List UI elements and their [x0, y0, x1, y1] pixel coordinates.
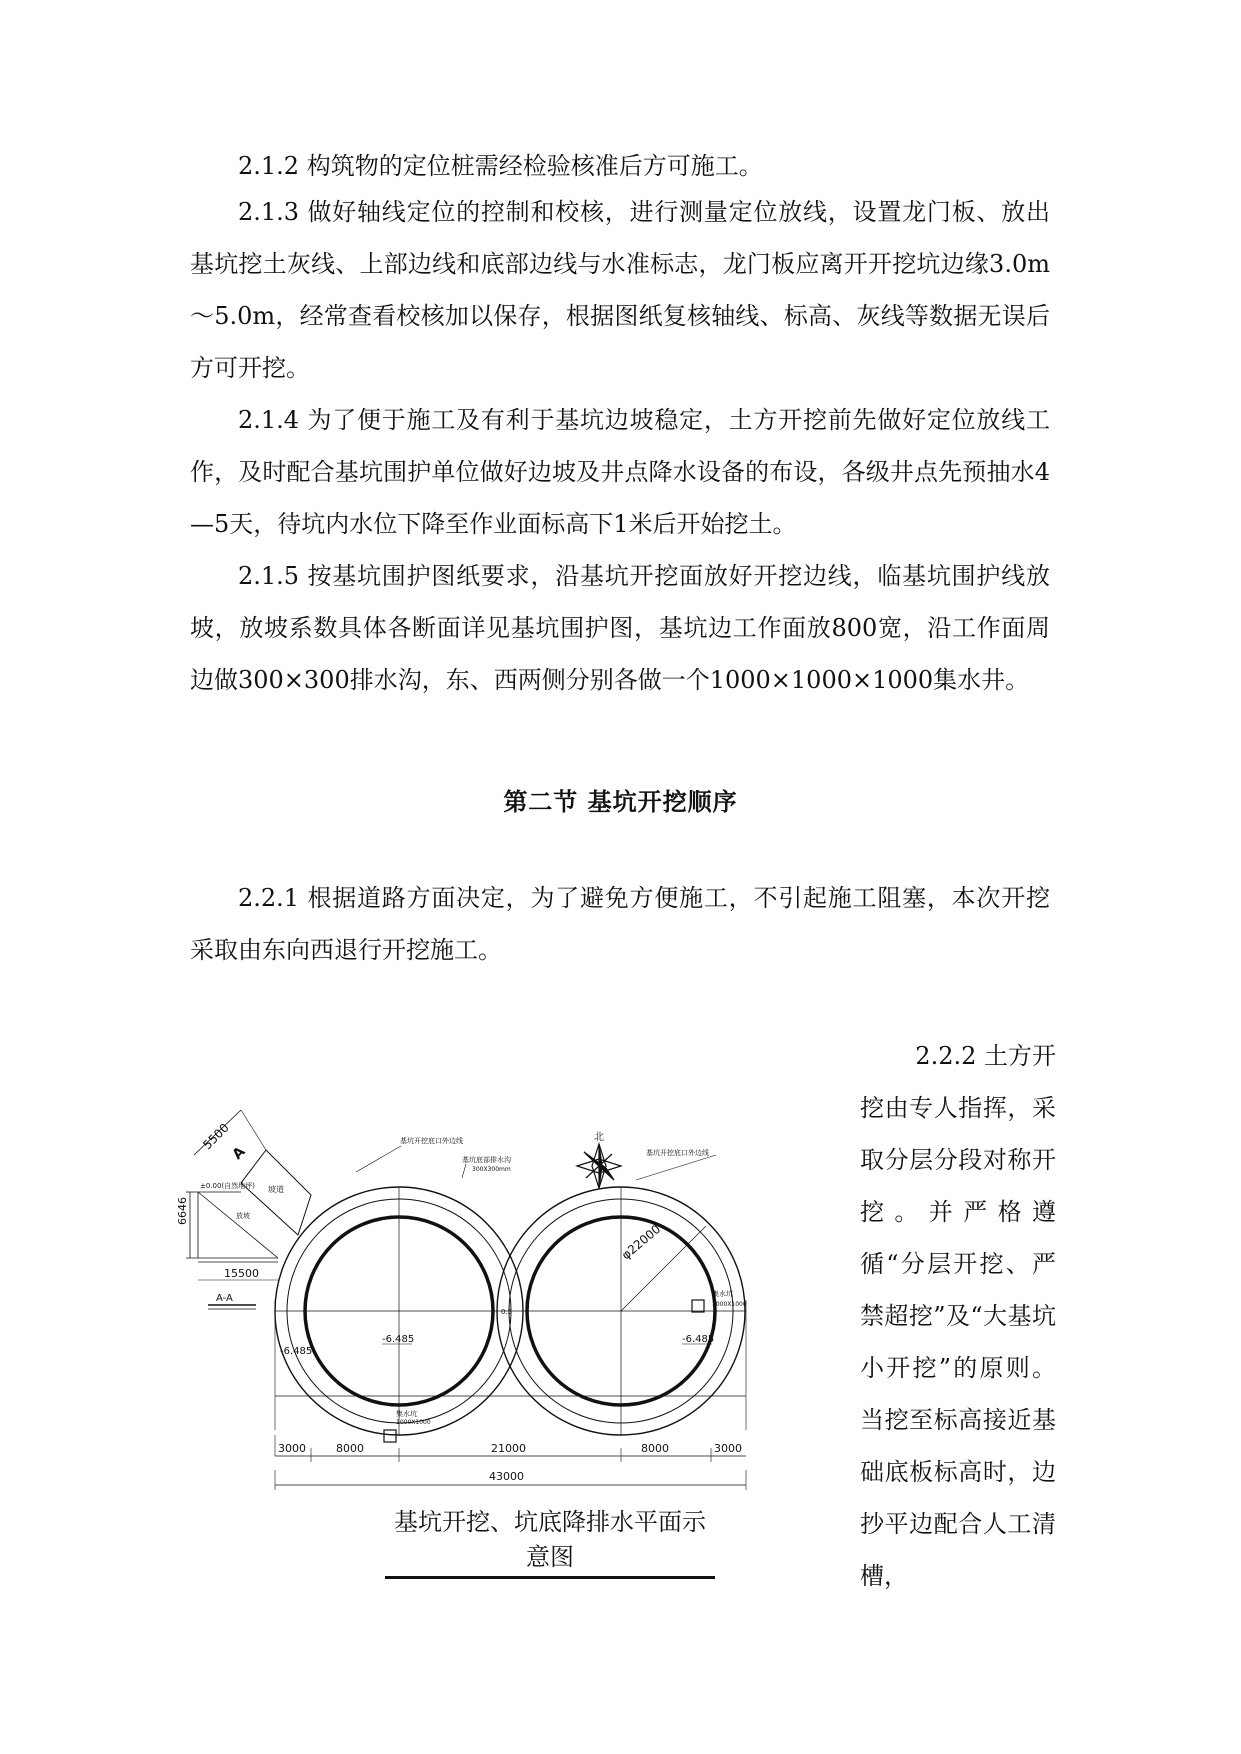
north-arrow-icon — [577, 1144, 621, 1188]
dim-43000: 43000 — [489, 1470, 524, 1483]
dim-15500: 15500 — [224, 1267, 259, 1280]
dim-8000-right: 8000 — [641, 1442, 669, 1455]
label-sump-bottom-size: 1000X1000 — [396, 1419, 431, 1426]
section-mark-a: A — [229, 1143, 249, 1163]
label-sump-right: 集水坑 — [712, 1290, 733, 1298]
elev-left: -6.485 — [382, 1334, 415, 1345]
north-label: 北 — [594, 1132, 604, 1143]
dim-diameter: φ22000 — [618, 1221, 664, 1263]
side-paragraph-rest: 挖由专人指挥，采取分层分段对称开挖。并严格遵循“分层开挖、严禁超挖”及“大基坑小开挖”的原则。当挖至标高接近基础底板标高时，边抄平边配合人工清槽， — [860, 1094, 1056, 1590]
paragraph-2-2-1: 2.2.1 根据道路方面决定，为了避免方便施工，不引起施工阻塞，本次开挖采取由东向西退行开挖施工。 — [190, 884, 1050, 964]
paragraph-2-1-5: 2.1.5 按基坑围护图纸要求，沿基坑开挖面放好开挖边线，临基坑围护线放坡，放坡系数具体各断面详见基坑围护图，基坑边工作面放800宽，沿工作面周边做300×300排水沟，东、西两侧分别各做一个1000×1000×1000集水井。 — [190, 562, 1050, 694]
label-center: 0.5 — [501, 1308, 513, 1316]
paragraph-2-1-2: 2.1.2 构筑物的定位桩需经检验核准后方可施工。 — [238, 152, 763, 180]
dim-8000-left: 8000 — [336, 1442, 364, 1455]
label-slope: 放坡 — [236, 1212, 250, 1220]
paragraph-2-1-4: 2.1.4 为了便于施工及有利于基坑边坡稳定，土方开挖前先做好定位放线工作，及时配合基坑围护单位做好边坡及井点降水设备的布设，各级井点先预抽水4—5天，待坑内水位下降至作业面标高下1米后开始挖土。 — [190, 406, 1050, 538]
label-slope-top: ±0.00(自然地坪) — [200, 1182, 255, 1190]
dim-21000: 21000 — [491, 1442, 526, 1455]
dim-3000-right: 3000 — [714, 1442, 742, 1455]
dim-6646: 6646 — [176, 1197, 189, 1225]
side-paragraph-2-2-2 — [860, 1030, 1056, 1602]
excavation-plan-drawing — [176, 1110, 856, 1505]
label-sump-right-size: 1000X1000 — [712, 1301, 747, 1308]
elev-edge: -6.485 — [280, 1346, 313, 1357]
figure-caption: 基坑开挖、坑底降排水平面示意图 — [385, 1502, 715, 1579]
label-drain-size: 300X300mm — [472, 1166, 511, 1173]
sump-right-icon — [692, 1300, 704, 1312]
sump-bottom-icon — [384, 1430, 396, 1442]
label-drain: 基坑底部排水沟 — [462, 1156, 511, 1164]
elev-right: -6.485 — [682, 1334, 715, 1345]
label-sump-bottom: 集水坑 — [396, 1410, 417, 1418]
side-paragraph-first-line: 2.2.2 土方开 — [915, 1042, 1056, 1070]
dim-5500: 5500 — [200, 1120, 232, 1153]
section-label-aa: A-A — [216, 1293, 233, 1304]
paragraph-2-1-3: 2.1.3 做好轴线定位的控制和校核，进行测量定位放线，设置龙门板、放出基坑挖土灰线、上部边线和底部边线与水准标志，龙门板应离开开挖坑边缘3.0m～5.0m，经常查看校核加以保存，根据图纸复核轴线、标高、灰线等数据无误后方可开挖。 — [190, 198, 1050, 382]
dim-3000-left: 3000 — [278, 1442, 306, 1455]
section-heading: 第二节 基坑开挖顺序 — [503, 788, 738, 816]
ramp-label: 坡道 — [268, 1185, 284, 1194]
label-outer-left: 基坑开挖底口外边线 — [400, 1137, 463, 1145]
label-outer-right: 基坑开挖底口外边线 — [646, 1149, 709, 1157]
